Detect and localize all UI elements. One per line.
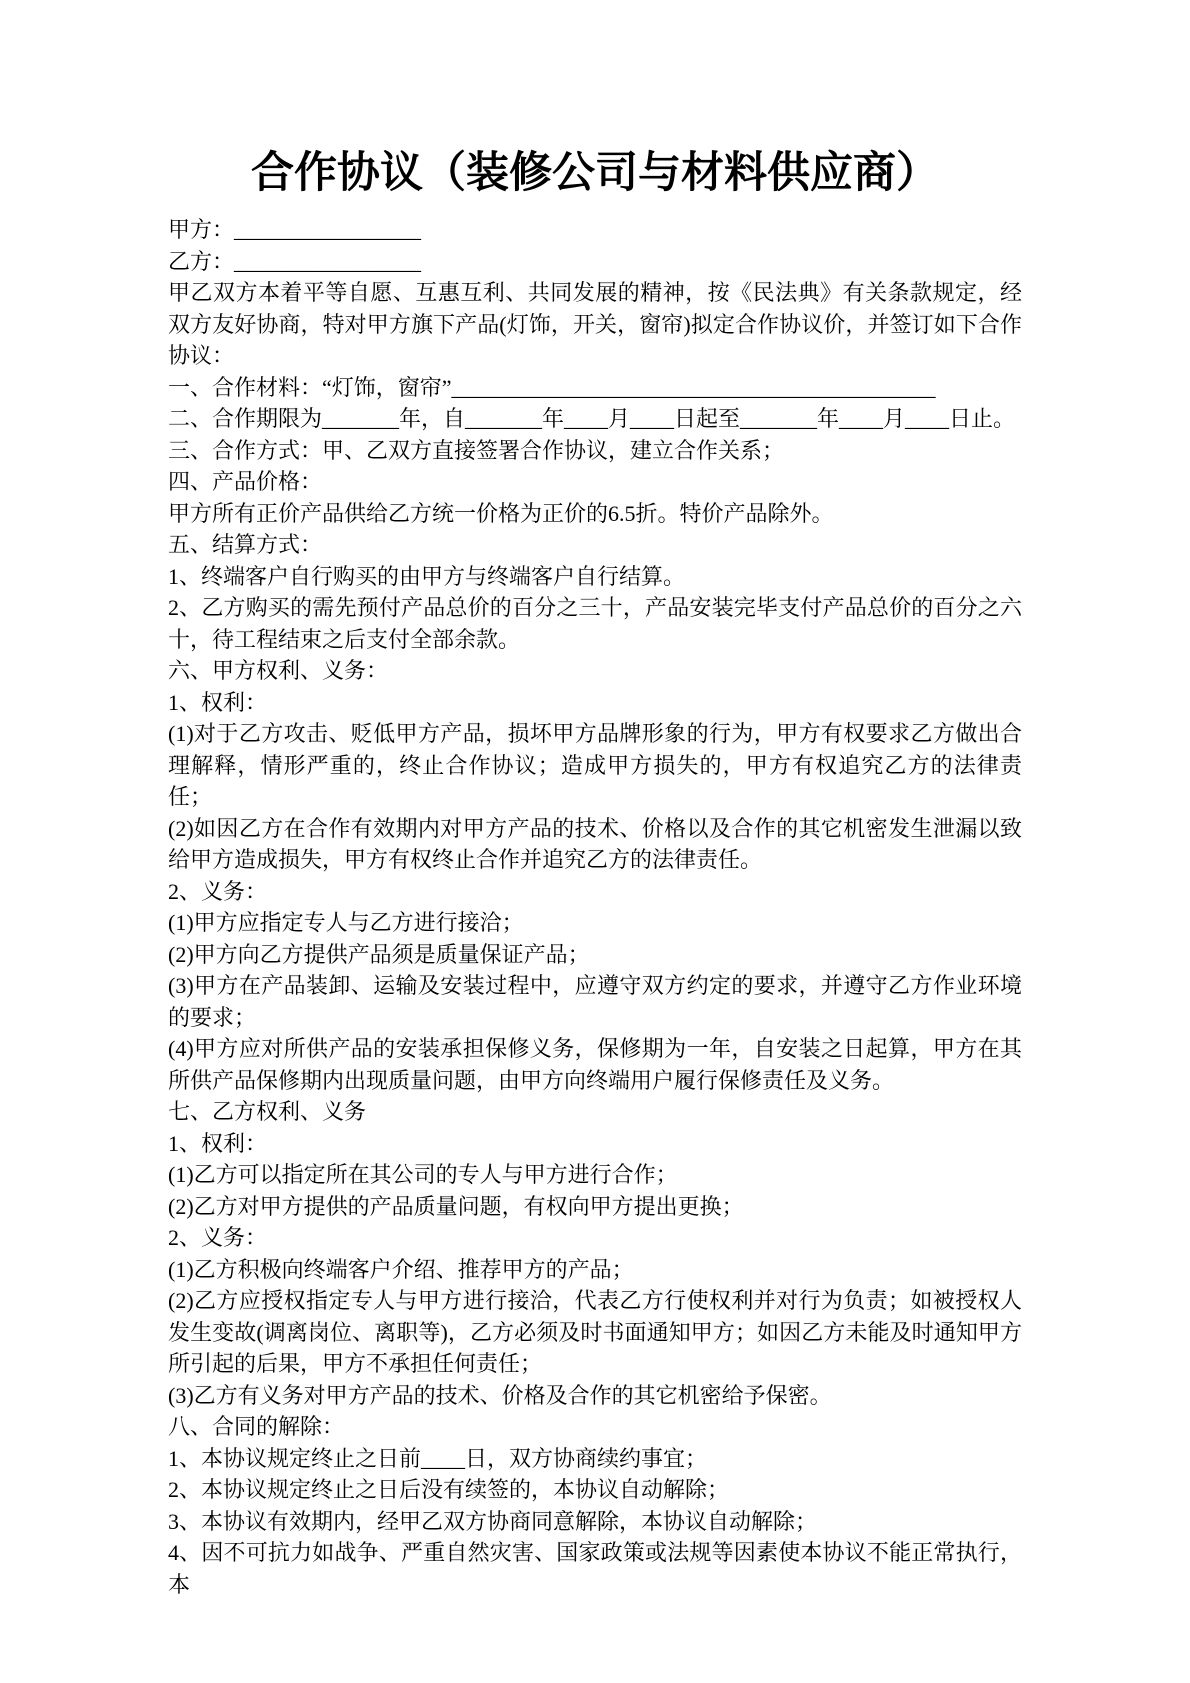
paragraph: 五、结算方式： (168, 532, 323, 557)
paragraph: 2、本协议规定终止之日后没有续签的，本协议自动解除； (168, 1477, 730, 1502)
paragraph: 七、乙方权利、义务 (168, 1099, 367, 1124)
paragraph: (3)乙方有义务对甲方产品的技术、价格及合作的其它机密给予保密。 (168, 1382, 832, 1408)
party-a-label: 甲方： (168, 217, 235, 242)
paragraph: (4)甲方应对所供产品的安装承担保修义务，保修期为一年，自安装之日起算，甲方在其所供产品保修期内出现质量问题，由甲方向终端用户履行保修责任及义务。 (168, 1036, 1022, 1093)
paragraph: (1)甲方应指定专人与乙方进行接洽； (168, 910, 524, 935)
paragraph: 二、合作期限为_______年，自_______年____月____日起至_______年____月____日止。 (168, 406, 1016, 431)
paragraph: (2)甲方向乙方提供产品须是质量保证产品； (168, 941, 590, 967)
paragraph: 2、乙方购买的需先预付产品总价的百分之三十，产品安装完毕支付产品总价的百分之六十，待工程结束之后支付全部余款。 (168, 595, 1022, 652)
paragraph: (2)乙方对甲方提供的产品质量问题，有权向甲方提出更换； (168, 1193, 744, 1219)
paragraph: 2、义务： (168, 1225, 268, 1250)
paragraph: (1)对于乙方攻击、贬低甲方产品，损坏甲方品牌形象的行为，甲方有权要求乙方做出合理解释，情形严重的，终止合作协议；造成甲方损失的，甲方有权追究乙方的法律责任； (168, 721, 1022, 809)
paragraph: 1、权利： (168, 689, 268, 715)
party-b-blank-underline: _________________ (234, 248, 422, 274)
paragraph: (2)如因乙方在合作有效期内对甲方产品的技术、价格以及合作的其它机密发生泄漏以致给甲方造成损失，甲方有权终止合作并追究乙方的法律责任。 (168, 815, 1022, 872)
paragraph: (1)乙方可以指定所在其公司的专人与甲方进行合作； (168, 1162, 678, 1187)
paragraph: 甲方所有正价产品供给乙方统一价格为正价的6.5折。特价产品除外。 (168, 500, 834, 526)
party-b-line (168, 246, 1022, 278)
party-b-label: 乙方： (168, 248, 235, 274)
party-a-blank-underline: _________________ (234, 217, 422, 242)
party-a-line (168, 214, 1022, 246)
paragraph: (2)乙方应授权指定专人与甲方进行接洽，代表乙方行使权利并对行为负责；如被授权人发生变故(调离岗位、离职等)，乙方必须及时书面通知甲方；如因乙方未能及时通知甲方所引起的后果，甲方不承担任何责任； (168, 1288, 1022, 1376)
paragraph: 4、因不可抗力如战争、严重自然灾害、国家政策或法规等因素使本协议不能正常执行，本 (168, 1540, 1022, 1597)
paragraph: 八、合同的解除： (168, 1414, 345, 1439)
paragraph: 2、义务： (168, 878, 268, 904)
paragraph: (3)甲方在产品装卸、运输及安装过程中，应遵守双方约定的要求，并遵守乙方作业环境的要求； (168, 973, 1022, 1030)
paragraph: 1、终端客户自行购买的由甲方与终端客户自行结算。 (168, 563, 686, 589)
paragraph: 1、权利： (168, 1130, 268, 1156)
paragraph: (1)乙方积极向终端客户介绍、推荐甲方的产品； (168, 1256, 634, 1282)
paragraph: 四、产品价格： (168, 469, 323, 494)
document-body (168, 277, 1022, 1600)
paragraph: 一、合作材料：“灯饰，窗帘”____________________________________________ (168, 374, 936, 400)
paragraph: 1、本协议规定终止之日前____日，双方协商续约事宜； (168, 1445, 708, 1471)
paragraph: 甲乙双方本着平等自愿、互惠互利、共同发展的精神，按《民法典》有关条款规定，经双方友好协商，特对甲方旗下产品(灯饰，开关，窗帘)拟定合作协议价，并签订如下合作协议： (168, 280, 1022, 368)
paragraph: 三、合作方式：甲、乙双方直接签署合作协议，建立合作关系； (168, 437, 785, 463)
document-title: 合作协议（装修公司与材料供应商） (251, 150, 939, 197)
paragraph: 3、本协议有效期内，经甲乙双方协商同意解除，本协议自动解除； (168, 1508, 818, 1534)
paragraph: 六、甲方权利、义务： (168, 658, 389, 683)
